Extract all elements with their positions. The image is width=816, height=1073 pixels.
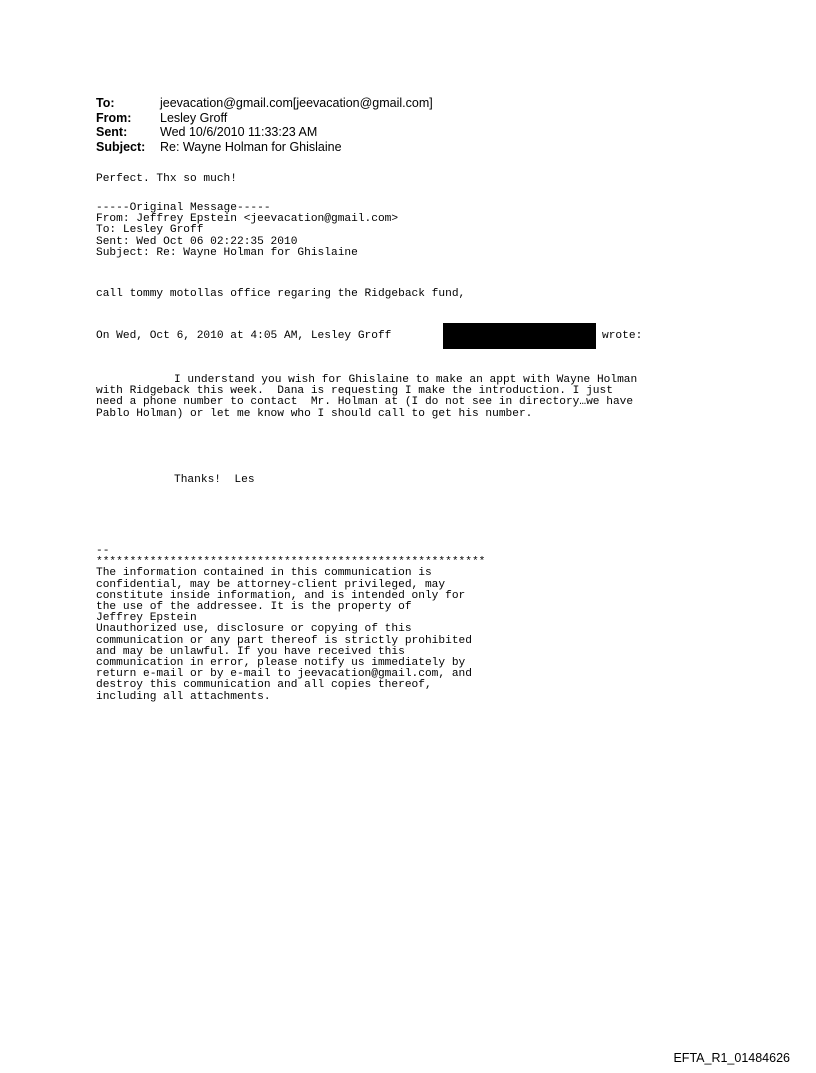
quoted-line-1: I understand you wish for Ghislaine to make an appt with Wayne Holman	[174, 374, 638, 386]
disclaimer-line: communication in error, please notify us immediately by	[96, 657, 466, 670]
quote-intro-suffix: wrote:	[602, 330, 643, 342]
quoted-line-3: need a phone number to contact Mr. Holman at (I do not see in directory…we have	[96, 396, 634, 409]
disclaimer-line: Unauthorized use, disclosure or copying of this	[96, 623, 412, 636]
disclaimer-line: Jeffrey Epstein	[96, 612, 197, 625]
sent-label: Sent:	[96, 125, 128, 139]
quote-intro-prefix: On Wed, Oct 6, 2010 at 4:05 AM, Lesley Groff	[96, 330, 392, 342]
original-from-line: From: Jeffrey Epstein <jeevacation@gmail.com>	[96, 213, 399, 226]
quoted-line-2: with Ridgeback this week. Dana is requesting I make the introduction. I just	[96, 385, 613, 398]
original-message-separator: -----Original Message-----	[96, 202, 271, 214]
from-row	[96, 111, 433, 126]
original-to-line: To: Lesley Groff	[96, 224, 204, 237]
to-value: jeevacation@gmail.com[jeevacation@gmail.com]	[160, 96, 433, 110]
sent-row	[96, 125, 433, 140]
subject-row	[96, 140, 433, 155]
disclaimer-line: the use of the addressee. It is the property of	[96, 601, 412, 614]
disclaimer-line: confidential, may be attorney-client privileged, may	[96, 578, 446, 591]
subject-label: Subject:	[96, 139, 146, 154]
disclaimer-line: destroy this communication and all copies thereof,	[96, 679, 432, 692]
quoted-paragraph	[96, 375, 637, 420]
original-message-block	[96, 203, 398, 259]
quoted-line-4: Pablo Holman) or let me know who I should call to get his number.	[96, 407, 533, 420]
original-body-text: call tommy motollas office regaring the Ridgeback fund,	[96, 288, 466, 300]
disclaimer-stars: **********************************************************	[96, 556, 486, 569]
from-value: Lesley Groff	[160, 110, 228, 125]
from-label: From:	[96, 110, 132, 125]
email-header	[96, 96, 433, 154]
disclaimer-line: communication or any part thereof is strictly prohibited	[96, 634, 472, 647]
redaction-box	[443, 323, 596, 349]
disclaimer-line: and may be unlawful. If you have received this	[96, 645, 405, 658]
to-row	[96, 96, 433, 111]
disclaimer-line: The information contained in this communication is	[96, 567, 432, 580]
sent-value: Wed 10/6/2010 11:33:23 AM	[160, 125, 318, 139]
document-id: EFTA_R1_01484626	[673, 1051, 790, 1065]
to-label: To:	[96, 96, 115, 110]
original-subject-line: Subject: Re: Wayne Holman for Ghislaine	[96, 246, 358, 259]
disclaimer-block	[96, 546, 485, 703]
original-sent-line: Sent: Wed Oct 06 02:22:35 2010	[96, 235, 298, 248]
quoted-thanks: Thanks! Les	[174, 474, 255, 486]
disclaimer-line: including all attachments.	[96, 690, 271, 703]
signature-dashes: --	[96, 545, 110, 557]
reply-text: Perfect. Thx so much!	[96, 173, 237, 185]
disclaimer-line: constitute inside information, and is intended only for	[96, 589, 466, 602]
subject-value: Re: Wayne Holman for Ghislaine	[160, 139, 342, 154]
disclaimer-line: return e-mail or by e-mail to jeevacation@gmail.com, and	[96, 668, 472, 681]
